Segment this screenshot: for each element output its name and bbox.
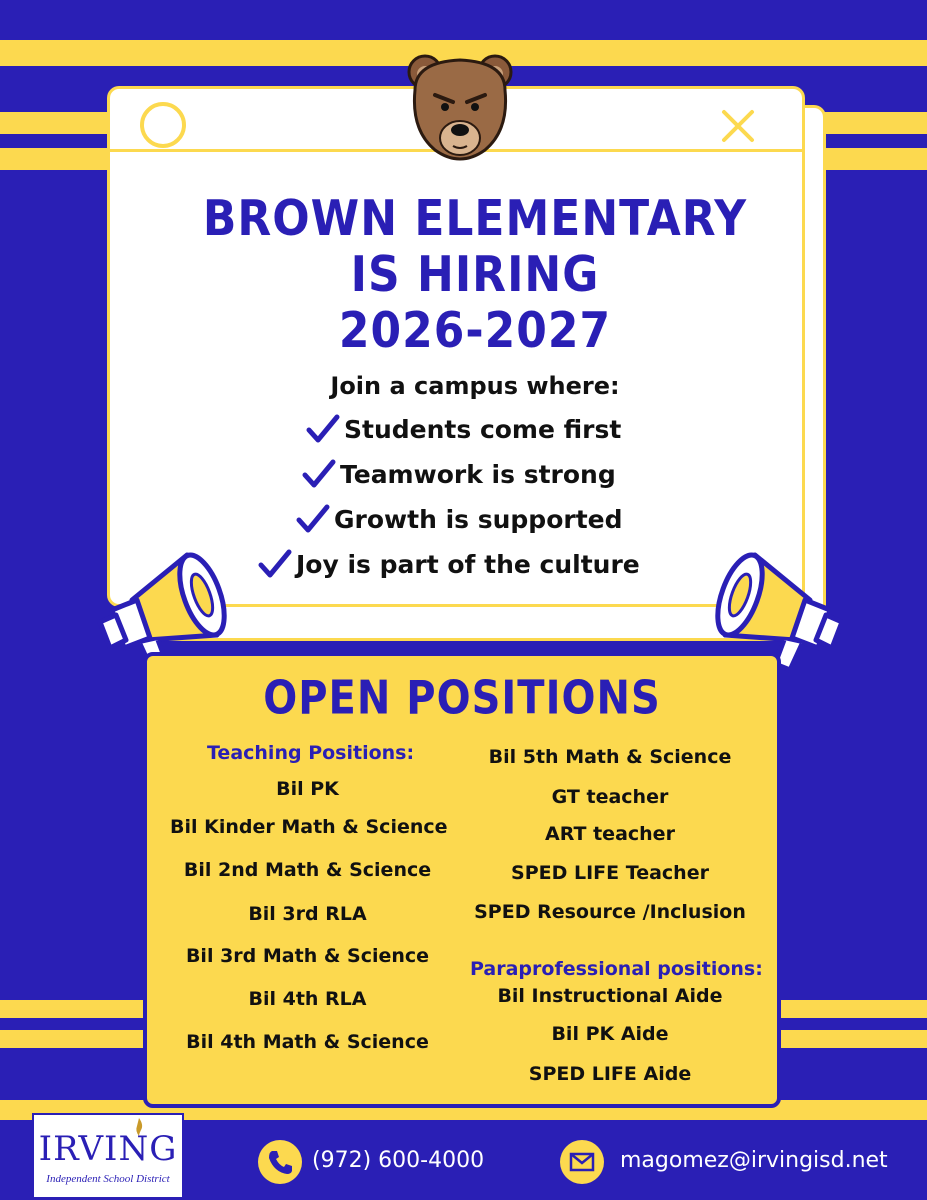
paraprofessional-heading: Paraprofessional positions: (470, 958, 763, 980)
email-address[interactable]: magomez@irvingisd.net (620, 1148, 888, 1173)
headline-line-1: BROWN ELEMENTARY (202, 190, 748, 248)
envelope-icon (560, 1140, 604, 1184)
position-item: SPED Resource /Inclusion (474, 901, 746, 923)
point-3-label: Growth is supported (334, 505, 623, 534)
headline-line-2: IS HIRING (350, 246, 600, 304)
irving-isd-logo (32, 1113, 184, 1199)
position-item: GT teacher (551, 786, 669, 808)
point-2-label: Teamwork is strong (340, 460, 616, 489)
point-2 (302, 459, 616, 489)
position-item: Bil Kinder Math & Science (170, 816, 448, 838)
intro-text: Join a campus where: (330, 372, 620, 400)
circle-icon (138, 100, 188, 150)
position-item: SPED LIFE Aide (528, 1063, 692, 1085)
point-4-label: Joy is part of the culture (296, 550, 640, 579)
position-item: Bil 3rd Math & Science (185, 945, 430, 967)
position-item: Bil PK Aide (551, 1023, 669, 1045)
position-item: Bil Instructional Aide (497, 985, 723, 1007)
position-item: Bil PK (276, 778, 339, 800)
check-icon (306, 414, 340, 444)
logo-name: IRVING (38, 1129, 178, 1169)
position-item: Bil 4th RLA (248, 988, 367, 1010)
bear-mascot-icon (405, 50, 515, 170)
position-item: ART teacher (545, 823, 675, 845)
position-item: SPED LIFE Teacher (511, 862, 709, 884)
point-4 (258, 549, 640, 579)
position-item: Bil 3rd RLA (248, 903, 367, 925)
close-x-icon (718, 106, 758, 146)
headline-line-3: 2026-2027 (338, 302, 612, 360)
position-item: Bil 2nd Math & Science (183, 859, 432, 881)
phone-number[interactable]: (972) 600-4000 (312, 1148, 485, 1173)
logo-subtitle: Independent School District (46, 1173, 170, 1185)
check-icon (302, 459, 336, 489)
point-3 (296, 504, 623, 534)
teaching-positions-heading: Teaching Positions: (207, 742, 415, 764)
point-1-label: Students come first (344, 415, 622, 444)
position-item: Bil 4th Math & Science (186, 1031, 429, 1053)
check-icon (296, 504, 330, 534)
phone-icon (258, 1140, 302, 1184)
point-1 (306, 414, 621, 444)
check-icon (258, 549, 292, 579)
open-positions-title: OPEN POSITIONS (263, 672, 661, 725)
position-item: Bil 5th Math & Science (488, 746, 732, 768)
